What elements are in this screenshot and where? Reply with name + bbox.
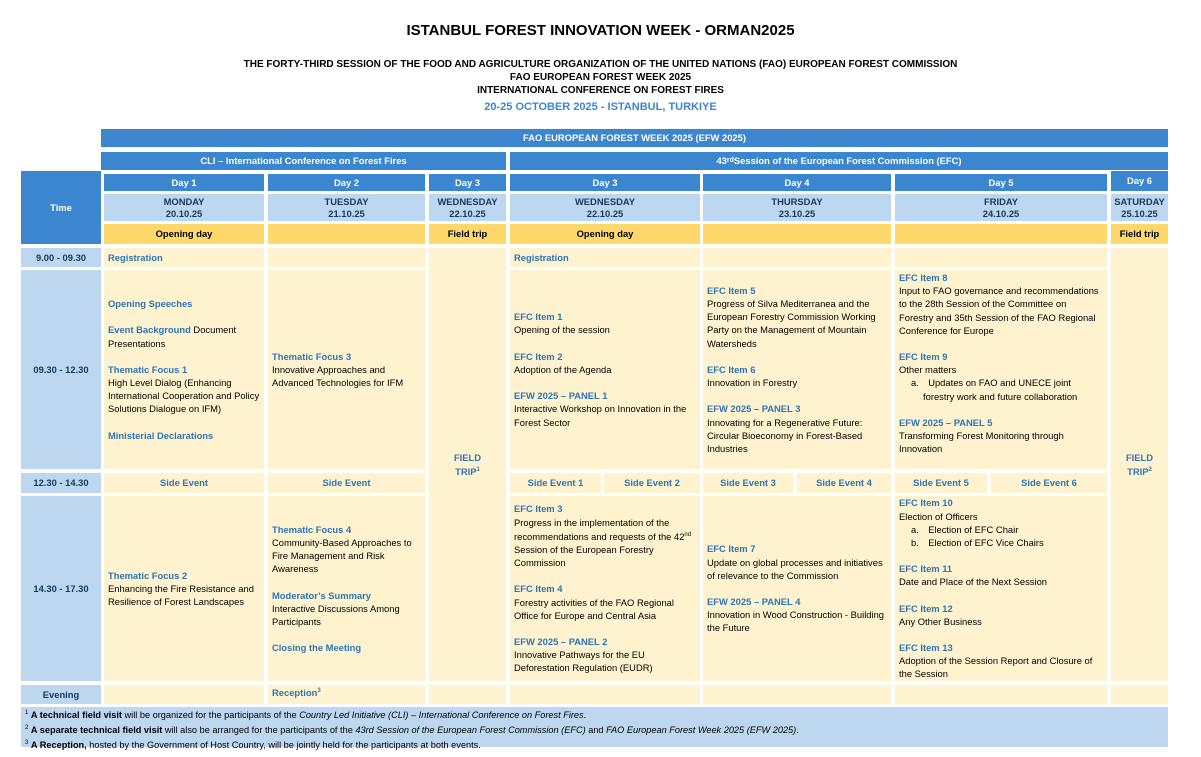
closing-meeting: Closing the Meeting: [272, 642, 362, 654]
footnote-2-end: .: [796, 725, 799, 736]
time-slot-evening: Evening: [21, 685, 101, 704]
day-tag-3: Field trip: [429, 224, 506, 244]
efc-item-1-title: EFC Item 1: [514, 311, 563, 323]
field-trip-cli: [429, 248, 506, 681]
efc-item-6-text: Innovation in Forestry: [707, 377, 798, 389]
footnote-2-mid: and: [585, 725, 607, 736]
registration-label: Registration: [108, 251, 163, 263]
efc-item-5-text: Progress of Silva Mediterranea and the European Forestry Commission Working Party on the Management of Mountain Watersheds: [707, 298, 876, 349]
field-trip-label-2: [1127, 464, 1152, 478]
field-trip-word: TRIP: [1127, 466, 1149, 478]
field-trip-efc: [1111, 248, 1168, 681]
day-tag-5: [703, 224, 891, 244]
weekday: SATURDAY: [1114, 195, 1165, 207]
side-event-1: Side Event 1: [510, 473, 601, 493]
date: 25.10.25: [1121, 207, 1158, 219]
ministerial-declarations: Ministerial Declarations: [108, 429, 214, 441]
registration-wed: [510, 248, 700, 267]
day-date-6: [895, 194, 1107, 221]
footnote-3-bold: A Reception,: [30, 740, 87, 751]
footnote-2-italic: 43rd Session of the European Forest Commission (EFC): [355, 725, 586, 736]
thematic-focus-1: [108, 363, 260, 416]
thematic-focus-3-title: Thematic Focus 3: [272, 350, 352, 362]
date: 22.10.25: [586, 207, 624, 219]
footnote-1-text: will be organized for the participants of the: [121, 710, 300, 721]
side-event-mon: Side Event: [104, 473, 264, 493]
day-tag-1: Opening day: [104, 224, 264, 244]
thematic-focus-1-text: High Level Dialog (Enhancing International Cooperation and Policy Solutions Dialogue on IFM): [108, 377, 260, 415]
efc-item-2-title: EFC Item 2: [514, 350, 563, 362]
efc-item-10-sub-b: b. Election of EFC Vice Chairs: [911, 536, 1044, 548]
day-label-1: Day 1: [104, 174, 264, 191]
day-date-4: [510, 194, 700, 221]
footnote-1-end: .: [583, 710, 587, 721]
side-event-6: Side Event 6: [991, 473, 1107, 493]
footnote-ref-1: 1: [476, 466, 480, 473]
thu-morning: [703, 270, 891, 469]
footnotes: [21, 707, 1168, 751]
tue-afternoon: [268, 496, 425, 681]
time-slot-1: 9.00 - 09.30: [21, 248, 101, 267]
day-label-7: Day 6: [1111, 171, 1168, 191]
efc-item-5-title: EFC Item 5: [707, 284, 756, 296]
efc-item-9-sub-a: a. Updates on FAO and UNECE joint forestry work and future collaboration: [911, 377, 1078, 402]
panel-4-text: Innovation in Wood Construction - Building the Future: [707, 609, 885, 634]
registration-fri-empty: [895, 248, 1107, 267]
efc-item-7-text: Update on global processes and initiatives of relevance to the Commission: [707, 556, 883, 581]
wed-afternoon: [510, 496, 700, 681]
footnote-1: [25, 707, 1164, 722]
day-tag-7: Field trip: [1111, 224, 1168, 244]
efc-item-3-text: [514, 516, 696, 570]
evening-efc-wed: [510, 685, 700, 704]
efc-item-10-text: Election of Officers: [899, 510, 978, 522]
efc-banner-num: 43: [716, 155, 727, 167]
day-label-4: Day 3: [510, 174, 700, 191]
panel-2-title: EFW 2025 – PANEL 2: [514, 636, 608, 648]
footnote-3-text: hosted by the Government of Host Country, will be jointly held for the participants at both events.: [86, 740, 481, 751]
event-background-title: Event Background: [108, 324, 191, 336]
thematic-focus-4-text: Community-Based Approaches to Fire Management and Risk Awareness: [272, 536, 412, 575]
footnote-2: [25, 722, 1164, 737]
weekday: FRIDAY: [983, 195, 1019, 207]
mon-afternoon: [104, 496, 264, 681]
subtitle-line-3: INTERNATIONAL CONFERENCE ON FOREST FIRES: [477, 85, 724, 96]
event-dates: 20-25 OCTOBER 2025 - ISTANBUL, TURKIYE: [484, 101, 717, 113]
fri-afternoon: [895, 496, 1107, 681]
thematic-focus-3-text: Innovative Approaches and Advanced Technologies for IFM: [272, 363, 404, 389]
day-date-5: [703, 194, 891, 221]
registration-thu-empty: [703, 248, 891, 267]
cli-banner: CLI – International Conference on Forest Fires: [101, 152, 506, 170]
registration-label: Registration: [514, 251, 569, 263]
day-date-7: [1111, 194, 1168, 221]
panel-5-title: EFW 2025 – PANEL 5: [899, 416, 993, 428]
time-slot-3: 12.30 - 14.30: [21, 473, 101, 493]
footnote-2-text: will also be arranged for the participants of the: [162, 725, 356, 736]
efc-item-3-text-a: Progress in the implementation of the recommendations and requests of the 42: [514, 516, 685, 542]
efc-banner-text: Session of the European Forest Commission (EFC): [733, 155, 962, 167]
efc-item-10-sub-a: a. Election of EFC Chair: [911, 523, 1019, 535]
wed-morning: [510, 270, 700, 469]
opening-speeches: Opening Speeches: [108, 298, 193, 310]
time-slot-4: 14.30 - 17.30: [21, 496, 101, 681]
weekday: WEDNESDAY: [574, 195, 636, 207]
efc-item-4-title: EFC Item 4: [514, 583, 563, 595]
fri-morning: [895, 270, 1107, 469]
footnote-2-num: 2: [25, 725, 29, 732]
thematic-focus-2-text: Enhancing the Fire Resistance and Resilience of Forest Landscapes: [108, 582, 254, 608]
efc-item-3-sup: nd: [684, 531, 692, 538]
day-tag-4: Opening day: [510, 224, 700, 244]
day-date-3: [429, 194, 506, 221]
footnote-3-num: 3: [25, 740, 29, 747]
evening-mon: [104, 685, 264, 704]
day-tag-6: [895, 224, 1107, 244]
footnote-2-bold: A separate technical field visit: [30, 725, 163, 736]
thematic-focus-1-title: Thematic Focus 1: [108, 363, 188, 375]
efc-item-10-title: EFC Item 10: [899, 497, 953, 509]
efc-item-12-text: Any Other Business: [899, 615, 982, 627]
efc-item-13-title: EFC Item 13: [899, 642, 953, 653]
side-event-5: Side Event 5: [895, 473, 987, 493]
efc-item-8-title: EFC Item 8: [899, 272, 948, 283]
panel-5-text: Transforming Forest Monitoring through Innovation: [899, 430, 1064, 455]
efc-item-1-text: Opening of the session: [514, 324, 610, 336]
footnote-3: [25, 737, 1164, 752]
side-event-3: Side Event 3: [703, 473, 793, 493]
thematic-focus-2-title: Thematic Focus 2: [108, 569, 188, 581]
moderators-summary-title: Moderator’s Summary: [272, 589, 371, 601]
side-event-2: Side Event 2: [604, 473, 700, 493]
day-date-1: [104, 194, 264, 221]
evening-wed-empty: [429, 685, 506, 704]
reception-label: Reception: [272, 687, 318, 699]
efc-item-11-text: Date and Place of the Next Session: [899, 576, 1048, 588]
thu-afternoon: [703, 496, 891, 681]
time-header: Time: [21, 171, 101, 244]
efc-item-8-text: Input to FAO governance and recommendations to the 28th Session of the Committee on Forestry and 35th Session of the FAO Regional Conference for Europe: [899, 285, 1099, 336]
panel-3-text: Innovating for a Regenerative Future: Circular Bioeconomy in Forest-Based Industries: [707, 416, 863, 454]
mon-morning: [104, 270, 264, 469]
field-trip-label: FIELD: [453, 451, 482, 463]
date: 21.10.25: [328, 207, 365, 219]
panel-1-title: EFW 2025 – PANEL 1: [514, 390, 608, 402]
evening-tue: [268, 685, 425, 704]
field-trip-label-2: [455, 464, 480, 478]
evening-thu: [703, 685, 891, 704]
event-background: [108, 323, 260, 349]
subtitle-line-1: THE FORTY-THIRD SESSION OF THE FOOD AND AGRICULTURE ORGANIZATION OF THE UNITED NATIONS (FAO) EUROPEAN FOREST COMMISSION: [243, 59, 958, 70]
date: 24.10.25: [982, 207, 1020, 219]
efw-banner: FAO EUROPEAN FOREST WEEK 2025 (EFW 2025): [101, 129, 1168, 147]
weekday: MONDAY: [163, 195, 205, 207]
day-label-5: Day 4: [703, 174, 891, 191]
efc-banner-sup: rd: [726, 157, 734, 165]
time-slot-2: 09.30 - 12.30: [21, 270, 101, 469]
weekday: THURSDAY: [771, 195, 823, 207]
day-label-6: Day 5: [895, 174, 1107, 191]
efc-item-3-title: EFC Item 3: [514, 503, 563, 515]
evening-fri: [895, 685, 1107, 704]
side-event-tue: Side Event: [268, 473, 425, 493]
date: 20.10.25: [165, 207, 203, 219]
subtitle-line-2: FAO EUROPEAN FOREST WEEK 2025: [509, 72, 692, 83]
registration-mon: [104, 248, 264, 267]
field-trip-label: FIELD: [1125, 451, 1154, 463]
weekday: TUESDAY: [324, 195, 369, 207]
efc-item-12-title: EFC Item 12: [899, 602, 953, 614]
efc-item-2-text: Adoption of the Agenda: [514, 363, 612, 375]
weekday: WEDNESDAY: [437, 195, 498, 207]
thematic-focus-4-title: Thematic Focus 4: [272, 523, 352, 535]
day-tag-2: [268, 224, 425, 244]
footnote-2-italic-2: FAO European Forest Week 2025 (EFW 2025): [606, 725, 797, 736]
field-trip-word: TRIP: [455, 466, 477, 478]
footnote-ref-3: 3: [317, 688, 321, 694]
panel-2-text: Innovative Pathways for the EU Deforestation Regulation (EUDR): [514, 649, 653, 674]
efc-item-6-title: EFC Item 6: [707, 363, 756, 375]
efc-item-11-title: EFC Item 11: [899, 563, 953, 575]
day-label-2: Day 2: [268, 174, 425, 191]
footnote-1-italic: Country Led Initiative (CLI) – International Conference on Forest Fires: [299, 710, 584, 721]
day-label-3: Day 3: [429, 174, 506, 191]
tue-morning: [268, 270, 425, 469]
efc-item-13-text: Adoption of the Session Report and Closure of the Session: [899, 655, 1093, 680]
moderators-summary-text: Interactive Discussions Among Participants: [272, 602, 400, 627]
efc-item-4-text: Forestry activities of the FAO Regional Office for Europe and Central Asia: [514, 596, 674, 621]
page-title: ISTANBUL FOREST INNOVATION WEEK - ORMAN2025: [406, 22, 795, 39]
day-date-2: [268, 194, 425, 221]
registration-tue-empty: [268, 248, 425, 267]
footnote-1-bold: A technical field visit: [30, 710, 122, 721]
panel-1-text: Interactive Workshop on Innovation in the Forest Sector: [514, 403, 687, 428]
date: 22.10.25: [449, 207, 486, 219]
panel-3-title: EFW 2025 – PANEL 3: [707, 403, 801, 415]
efc-item-9-text: Other matters: [899, 364, 957, 376]
efc-item-9-title: EFC Item 9: [899, 351, 948, 363]
footnote-ref-2: 2: [1148, 466, 1152, 473]
evening-sat: [1111, 685, 1168, 704]
side-event-4: Side Event 4: [797, 473, 891, 493]
efc-item-7-title: EFC Item 7: [707, 543, 756, 555]
footnote-1-num: 1: [25, 710, 29, 716]
event-background-text: Document Presentations: [108, 324, 237, 349]
efc-banner: [510, 152, 1168, 170]
date: 23.10.25: [778, 207, 816, 219]
efc-item-3-text-b: Session of the European Forestry Commission: [514, 544, 654, 569]
panel-4-title: EFW 2025 – PANEL 4: [707, 596, 801, 607]
